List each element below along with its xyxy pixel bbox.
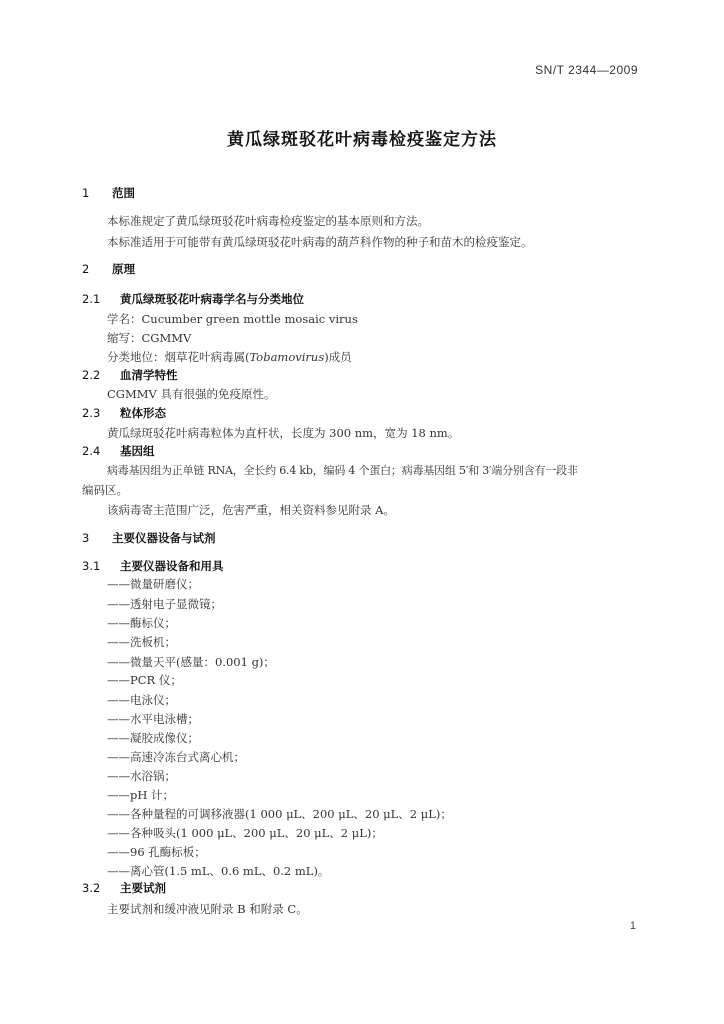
equipment-item: ——各种吸头(1 000 μL、200 μL、20 μL、2 μL)； bbox=[107, 826, 383, 840]
section-3-heading bbox=[82, 530, 216, 546]
classification-prefix: 分类地位：烟草花叶病毒属( bbox=[107, 350, 250, 364]
section-2-2-number: 2.2 bbox=[82, 368, 101, 382]
equipment-item: ——pH 计； bbox=[107, 788, 175, 802]
equipment-item: ——96 孔酶标板； bbox=[107, 845, 206, 859]
section-2-1-title: 黄瓜绿斑驳花叶病毒学名与分类地位 bbox=[120, 292, 304, 306]
abbreviation-line: 缩写：CGMMV bbox=[107, 331, 192, 345]
page-number: 1 bbox=[629, 920, 636, 932]
classification-line bbox=[107, 349, 352, 365]
equipment-item: ——微量研磨仪； bbox=[107, 577, 199, 591]
section-3-title: 主要仪器设备与试剂 bbox=[112, 531, 216, 545]
section-2-heading bbox=[82, 261, 135, 277]
section-2-4-heading bbox=[82, 443, 155, 459]
section-2-3-title: 粒体形态 bbox=[120, 406, 166, 420]
classification-suffix: )成员 bbox=[324, 350, 352, 364]
section-3-2-heading bbox=[82, 880, 166, 896]
equipment-item: ——酶标仪； bbox=[107, 616, 176, 630]
equipment-item: ——离心管(1.5 mL、0.6 mL、0.2 mL)。 bbox=[107, 864, 330, 878]
equipment-item: ——水浴锅； bbox=[107, 769, 176, 783]
genome-line-1: 病毒基因组为正单链 RNA，全长约 6.4 kb，编码 4 个蛋白；病毒基因组 5′和 3′端分别含有一段非 bbox=[107, 464, 578, 477]
section-2-2-heading bbox=[82, 367, 178, 383]
equipment-item: ——电泳仪； bbox=[107, 693, 176, 707]
equipment-item: ——洗板机； bbox=[107, 635, 176, 649]
section-3-2-number: 3.2 bbox=[82, 881, 101, 895]
section-3-number: 3 bbox=[82, 531, 90, 545]
section-2-number: 2 bbox=[82, 262, 90, 276]
section-3-1-number: 3.1 bbox=[82, 559, 101, 573]
section-2-4-number: 2.4 bbox=[82, 444, 101, 458]
section-3-1-heading bbox=[82, 558, 224, 574]
section-2-3-number: 2.3 bbox=[82, 406, 101, 420]
section-1-number: 1 bbox=[82, 186, 90, 200]
section-2-4-title: 基因组 bbox=[120, 444, 155, 458]
host-range-line: 该病毒寄主范围广泛，危害严重，相关资料参见附录 A。 bbox=[107, 503, 395, 517]
equipment-item: ——微量天平(感量：0.001 g)； bbox=[107, 655, 275, 669]
equipment-item: ——高速冷冻台式离心机； bbox=[107, 750, 245, 764]
scientific-name-line: 学名：Cucumber green mottle mosaic virus bbox=[107, 312, 358, 326]
genus-italic: Tobamovirus bbox=[249, 350, 325, 364]
section-2-1-number: 2.1 bbox=[82, 292, 101, 306]
genome-line-2: 编码区。 bbox=[82, 483, 128, 497]
section-2-3-heading bbox=[82, 405, 166, 421]
equipment-item: ——透射电子显微镜； bbox=[107, 597, 222, 611]
standard-code: SN/T 2344—2009 bbox=[535, 63, 638, 77]
section-1-paragraph-2: 本标准适用于可能带有黄瓜绿斑驳花叶病毒的葫芦科作物的种子和苗木的检疫鉴定。 bbox=[107, 235, 533, 249]
equipment-item: ——各种量程的可调移液器(1 000 μL、200 μL、20 μL、2 μL)； bbox=[107, 807, 452, 821]
equipment-item: ——水平电泳槽； bbox=[107, 712, 199, 726]
document-title: 黄瓜绿斑驳花叶病毒检疫鉴定方法 bbox=[227, 130, 497, 150]
reagents-line: 主要试剂和缓冲液见附录 B 和附录 C。 bbox=[107, 902, 308, 916]
section-2-title: 原理 bbox=[112, 262, 135, 276]
section-2-2-title: 血清学特性 bbox=[120, 368, 178, 382]
section-1-title: 范围 bbox=[112, 186, 135, 200]
section-3-2-title: 主要试剂 bbox=[120, 881, 166, 895]
serology-line: CGMMV 具有很强的免疫原性。 bbox=[107, 387, 276, 401]
section-2-1-heading bbox=[82, 291, 304, 307]
equipment-item: ——PCR 仪； bbox=[107, 673, 182, 687]
morphology-line: 黄瓜绿斑驳花叶病毒粒体为直杆状，长度为 300 nm，宽为 18 nm。 bbox=[107, 426, 460, 440]
section-1-heading bbox=[82, 185, 135, 201]
section-3-1-title: 主要仪器设备和用具 bbox=[120, 559, 224, 573]
section-1-paragraph-1: 本标准规定了黄瓜绿斑驳花叶病毒检疫鉴定的基本原则和方法。 bbox=[107, 214, 429, 228]
equipment-item: ——凝胶成像仪； bbox=[107, 731, 199, 745]
